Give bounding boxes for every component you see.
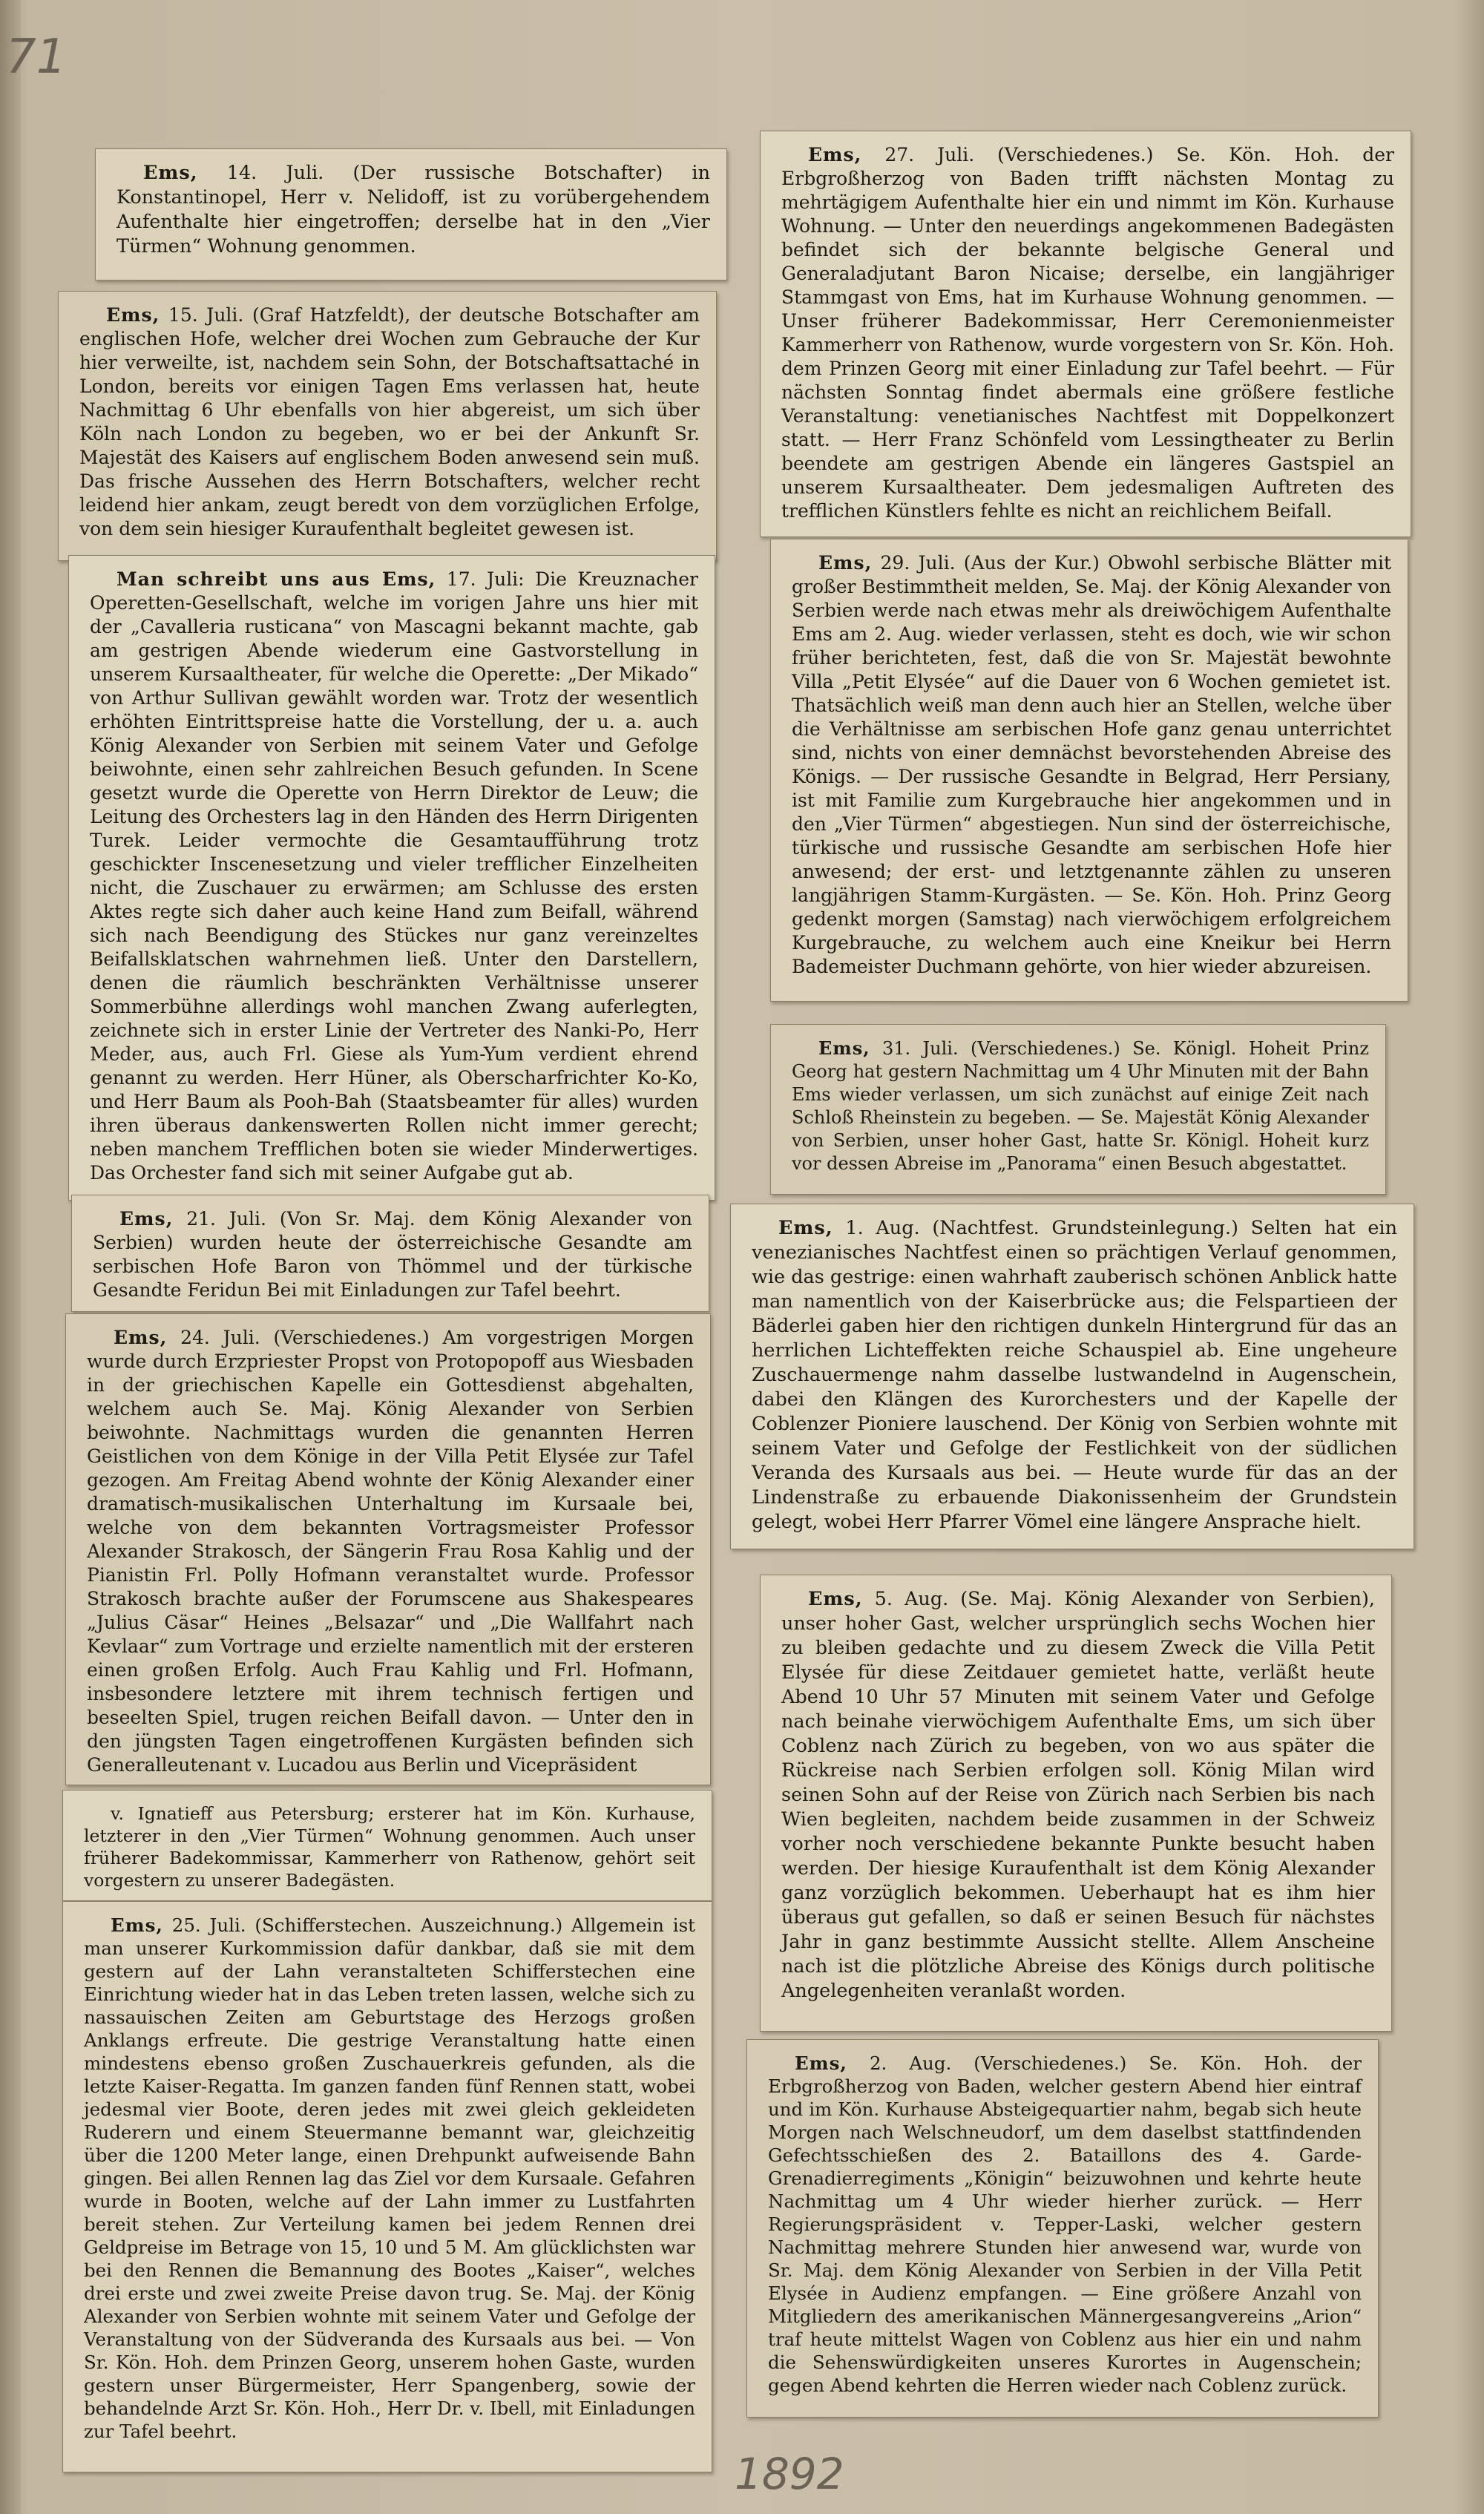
clipping-right-4	[730, 1204, 1414, 1549]
clipping-dateline: Ems,	[119, 1208, 174, 1230]
clipping-dateline: Ems,	[808, 1588, 863, 1610]
clipping-left-6	[62, 1790, 712, 1901]
clipping-text: 31. Juli. (Verschiedenes.) Se. Königl. Hoheit Prinz Georg hat gestern Nachmittag um 4 Uhr Minuten mit der Bahn Ems wieder verlassen, um sich zunächst auf einige Zeit nach Schloß Rheinstein zu begeben. — Se. Majestät König Alexander von Serbien, unser hoher Gast, hatte Sr. Königl. Hoheit kurz vor dessen Abreise im „Panorama“ einen Besuch abgestattet.	[792, 1038, 1369, 1174]
clipping-dateline: Ems,	[106, 304, 160, 326]
clipping-left-4	[71, 1195, 709, 1312]
clipping-right-2	[770, 539, 1408, 1002]
clipping-text: v. Ignatieff aus Petersburg; ersterer hat im Kön. Kurhause, letzterer in den „Vier Türmen“ Wohnung genommen. Auch unser früherer Badekommissar, Kammerherr von Rathenow, gehört seit vorgestern zu unserer Badegästen.	[84, 1803, 695, 1891]
clipping-left-3	[68, 555, 715, 1201]
clipping-right-1	[760, 131, 1411, 537]
clipping-right-3	[770, 1024, 1386, 1195]
clipping-left-7	[62, 1901, 712, 2472]
clipping-text: 17. Juli: Die Kreuznacher Operetten-Gesellschaft, welche im vorigen Jahre uns hier mit der „Cavalleria rusticana“ von Mascagni bekannt machte, gab am gestrigen Abende wiederum eine Gastvorstellung in unserem Kursaaltheater, für welche die Operette: „Der Mikado“ von Arthur Sullivan gewählt worden war. Trotz der wesentlich erhöhten Eintrittspreise hatte die Vorstellung, der u. a. auch König Alexander von Serbien mit seinem Vater und Gefolge beiwohnte, einen sehr zahlreichen Besuch gefunden. In Scene gesetzt wurde die Operette von Herrn Direktor de Leuw; die Leitung des Orchesters lag in den Händen des Herrn Dirigenten Turek. Leider vermochte die Gesamtaufführung trotz geschickter Inscenesetzung und vieler trefflicher Einzelheiten nicht, die Zuschauer zu erwärmen; am Schlusse des ersten Aktes regte sich daher auch keine Hand zum Beifall, während sich nach Beendigung des Stückes nur ganz vereinzeltes Beifallsklatschen wahrnehmen ließ. Unter den Darstellern, denen die räumlich beschränkten Verhältnisse unserer Sommerbühne allerdings wohl manchen Zwang auferlegten, zeichnete sich in erster Linie der Vertreter des Nanki-Po, Herr Meder, aus, auch Frl. Giese als Yum-Yum verdient ehrend genannt zu werden. Herr Hüner, als Oberscharfrichter Ko-Ko, und Herr Baum als Pooh-Bah (Staatsbeamter für alles) wurden ihren überaus dankenswerten Rollen nicht immer gerecht; neben manchem Trefflichen boten sie wieder Minderwertiges. Das Orchester fand sich mit seiner Aufgabe gut ab.	[90, 568, 698, 1184]
clipping-text: 25. Juli. (Schifferstechen. Auszeichnung.) Allgemein ist man unserer Kurkommission dafür dankbar, daß sie mit dem gestern auf der Lahn veranstalteten Schifferstechen eine Einrichtung wieder hat in das Leben treten lassen, welche sich zu nassauischen Zeiten am Geburtstage des Herzogs großen Anklangs erfreute. Die gestrige Veranstaltung hatte einen mindestens ebenso großen Zuschauerkreis gefunden, als die letzte Kaiser-Regatta. Im ganzen fanden fünf Rennen statt, wobei jedesmal vier Boote, deren jedes mit zwei gleich gekleideten Ruderern und einem Steuermanne bemannt war, gleichzeitig über die 1200 Meter lange, einen Drehpunkt aufweisende Bahn gingen. Bei allen Rennen lag das Ziel vor dem Kursaale. Gefahren wurde in Booten, welche auf der Lahn immer zu Lustfahrten bereit stehen. Zur Verteilung kamen bei jedem Rennen drei Geldpreise im Betrage von 15, 10 und 5 M. Am glücklichsten war bei den Rennen die Bemannung des Bootes „Kaiser“, welches drei erste und zwei zweite Preise davon trug. Se. Maj. der König Alexander von Serbien wohnte mit seinem Vater und Gefolge der Veranstaltung von der Südveranda des Kursaals aus bei. — Von Sr. Kön. Hoh. dem Prinzen Georg, unserem hohen Gaste, wurden gestern unser Bürgermeister, Herr Spangenberg, sowie der behandelnde Arzt Sr. Kön. Hoh., Herr Dr. v. Ibell, mit Einladungen zur Tafel beehrt.	[84, 1914, 695, 2442]
clipping-dateline: Man schreibt uns aus Ems,	[116, 568, 436, 590]
clipping-dateline: Ems,	[808, 144, 862, 165]
year-note: 1892	[735, 2449, 844, 2499]
clipping-right-6	[746, 2039, 1379, 2418]
clipping-dateline: Ems,	[778, 1217, 833, 1239]
clipping-right-5	[760, 1575, 1392, 2032]
clipping-dateline: Ems,	[114, 1327, 168, 1348]
clipping-left-5	[65, 1313, 711, 1785]
clipping-text: 2. Aug. (Verschiedenes.) Se. Kön. Hoh. der Erbgroßherzog von Baden, welcher gestern Abend hier eintraf und im Kön. Kurhause Absteigequartier nahm, begab sich heute Morgen nach Welschneudorf, um dem daselbst stattfindenden Gefechtsschießen des 2. Bataillons des 4. Garde-Grenadierregiments „Königin“ beizuwohnen und kehrte heute Nachmittag um 4 Uhr wieder hierher zurück. — Herr Regierungspräsident v. Tepper-Laski, welcher gestern Nachmittag mehrere Stunden hier anwesend war, wurde von Sr. Maj. dem König Alexander von Serbien in der Villa Petit Elysée in Audienz empfangen. — Eine größere Anzahl von Mitgliedern des amerikanischen Männergesangvereins „Arion“ traf heute mittelst Wagen von Coblenz aus hier ein und nahm die Sehenswürdigkeiten unseres Kurortes in Augenschein; gegen Abend kehrten die Herren wieder nach Coblenz zurück.	[768, 2052, 1362, 2396]
clipping-dateline: Ems,	[111, 1914, 163, 1936]
clipping-text: 29. Juli. (Aus der Kur.) Obwohl serbische Blätter mit großer Bestimmtheit melden, Se. Maj. der König Alexander von Serbien werde nach etwas mehr als dreiwöchigem Aufenthalte Ems am 2. Aug. wieder verlassen, steht es doch, wie wir schon früher berichteten, fest, daß die von Sr. Majestät bewohnte Villa „Petit Elysée“ auf die Dauer von 6 Wochen gemietet ist. Thatsächlich weiß man denn auch hier an Stellen, welche über die Verhältnisse am serbischen Hofe ganz genau unterrichtet sind, nichts von einer demnächst bevorstehenden Abreise des Königs. — Der russische Gesandte in Belgrad, Herr Persiany, ist mit Familie zum Kurgebrauche hier angekommen und in den „Vier Türmen“ abgestiegen. Nun sind der österreichische, türkische und russische Gesandte am serbischen Hofe hier anwesend; der erst- und letztgenannte zählen zu unseren langjährigen Stamm-Kurgästen. — Se. Kön. Hoh. Prinz Georg gedenkt morgen (Samstag) nach vierwöchigem erfolgreichem Kurgebrauche, zu welchem auch eine Kneikur bei Herrn Bademeister Duchmann gehörte, von hier wieder abzureisen.	[792, 552, 1391, 977]
clipping-dateline: Ems,	[795, 2052, 847, 2074]
clipping-text: 27. Juli. (Verschiedenes.) Se. Kön. Hoh. der Erbgroßherzog von Baden trifft nächsten Montag zu mehrtägigem Aufenthalte hier ein und nimmt im Kön. Kurhause Wohnung. — Unter den neuerdings angekommenen Badegästen befindet sich der bekannte belgische General und Generaladjutant Baron Nicaise; derselbe, ein langjähriger Stammgast von Ems, hat im Kurhause Wohnung genommen. — Unser früherer Badekommissar, Herr Ceremonienmeister Kammerherr von Rathenow, wurde vorgestern von Sr. Kön. Hoh. dem Prinzen Georg mit einer Einladung zur Tafel beehrt. — Für nächsten Sonntag findet abermals eine größere festliche Veranstaltung: venetianisches Nachtfest mit Doppelkonzert statt. — Herr Franz Schönfeld vom Lessingtheater zu Berlin beendete am gestrigen Abende ein längeres Gastspiel an unserem Kursaaltheater. Dem jedesmaligen Auftreten des trefflichen Künstlers fehlte es nicht an reichlichem Beifall.	[781, 144, 1395, 522]
page-binding-edge	[0, 0, 21, 2514]
clipping-dateline: Ems,	[143, 162, 198, 184]
clipping-text: 21. Juli. (Von Sr. Maj. dem König Alexander von Serbien) wurden heute der österreichische Gesandte am serbischen Hofe Baron von Thömmel und der türkische Gesandte Feridun Bei mit Einladungen zur Tafel beehrt.	[93, 1208, 692, 1301]
clipping-text: 1. Aug. (Nachtfest. Grundsteinlegung.) Selten hat ein venezianisches Nachtfest einen so prächtigen Verlauf genommen, wie das gestrige: einen wahrhaft zauberisch schönen Anblick hatte man namentlich von der Kaiserbrücke aus; die Felspartieen der Bäderlei gaben hier den richtigen dunkeln Hintergrund für das an herrlichen Lichteffekten reiche Schauspiel ab. Eine ungeheure Zuschauermenge nahm dasselbe lustwandelnd in Augenschein, dabei den Klängen des Kurorchesters und der Kapelle der Coblenzer Pioniere lauschend. Der König von Serbien wohnte mit seinem Vater und Gefolge der Festlichkeit von der südlichen Veranda des Kursaals aus bei. — Heute wurde für das an der Lindenstraße zu erbauende Diakonissenheim der Grundstein gelegt, wobei Herr Pfarrer Vömel eine längere Ansprache hielt.	[752, 1217, 1397, 1533]
clipping-text: 15. Juli. (Graf Hatzfeldt), der deutsche Botschafter am englischen Hofe, welcher drei Wochen zum Gebrauche der Kur hier verweilte, ist, nachdem sein Sohn, der Botschaftsattaché in London, bereits vor einigen Tagen Ems verlassen hat, heute Nachmittag 6 Uhr ebenfalls von hier abgereist, um sich über Köln nach London zu begeben, wo er bei der Ankunft Sr. Majestät des Kaisers auf englischem Boden anwesend sein muß. Das frische Aussehen des Herrn Botschafters, welcher recht leidend hier ankam, zeugt beredt von dem vorzüglichen Erfolge, von dem sein hiesiger Kuraufenthalt begleitet gewesen ist.	[79, 304, 700, 539]
page-number-note: 71	[6, 30, 67, 85]
clipping-text: 5. Aug. (Se. Maj. König Alexander von Serbien), unser hoher Gast, welcher ursprünglich sechs Wochen hier zu bleiben gedachte und zu diesem Zweck die Villa Petit Elysée für diese Zeitdauer gemietet hatte, verläßt heute Abend 10 Uhr 57 Minuten mit seinem Vater und Gefolge nach beinahe vierwöchigem Aufenthalte Ems, um sich über Coblenz nach Zürich zu begeben, von wo aus später die Rückreise nach Serbien erfolgen soll. König Milan wird seinen Sohn auf der Reise von Zürich nach Serbien bis nach Wien begleiten, nachdem beide zusammen in der Schweiz vorher noch verschiedene bekannte Punkte besucht haben werden. Der hiesige Kuraufenthalt ist dem König Alexander ganz vorzüglich bekommen. Ueberhaupt hat es ihm hier überaus gut gefallen, so daß er seinen Besuch für nächstes Jahr in ganz bestimmte Aussicht stellte. Allem Anscheine nach ist die plötzliche Abreise des Königs durch politische Angelegenheiten veranlaßt worden.	[781, 1588, 1375, 2002]
clipping-dateline: Ems,	[818, 1037, 870, 1059]
clipping-left-2	[58, 291, 717, 561]
clipping-dateline: Ems,	[818, 552, 873, 574]
clipping-text: 14. Juli. (Der russische Botschafter) in Konstantinopel, Herr v. Nelidoff, ist zu vorübergehendem Aufenthalte hier eingetroffen; derselbe hat in den „Vier Türmen“ Wohnung genommen.	[116, 162, 711, 257]
clipping-text: 24. Juli. (Verschiedenes.) Am vorgestrigen Morgen wurde durch Erzpriester Propst von Protopopoff aus Wiesbaden in der griechischen Kapelle ein Gottesdienst abgehalten, welchem auch Se. Maj. König Alexander von Serbien beiwohnte. Nachmittags wurden die genannten Herren Geistlichen von dem Könige in der Villa Petit Elysée zur Tafel gezogen. Am Freitag Abend wohnte der König Alexander einer dramatisch-musikalischen Unterhaltung im Kursaale bei, welche von dem bekannten Vortragsmeister Professor Alexander Strakosch, der Sängerin Frau Rosa Kahlig und der Pianistin Frl. Polly Hofmann veranstaltet wurde. Professor Strakosch brachte außer der Forumscene aus Shakespeares „Julius Cäsar“ Heines „Belsazar“ und „Die Wallfahrt nach Kevlaar“ zum Vortrage und erzielte namentlich mit der ersteren einen großen Erfolg. Auch Frau Kahlig und Frl. Hofmann, insbesondere letztere mit ihrem technisch fertigen und beseelten Spiel, trugen reichen Beifall davon. — Unter den in den jüngsten Tagen eingetroffenen Kurgästen befinden sich Generalleutenant v. Lucadou aus Berlin und Vicepräsident	[87, 1327, 694, 1776]
clipping-left-1	[95, 148, 727, 280]
